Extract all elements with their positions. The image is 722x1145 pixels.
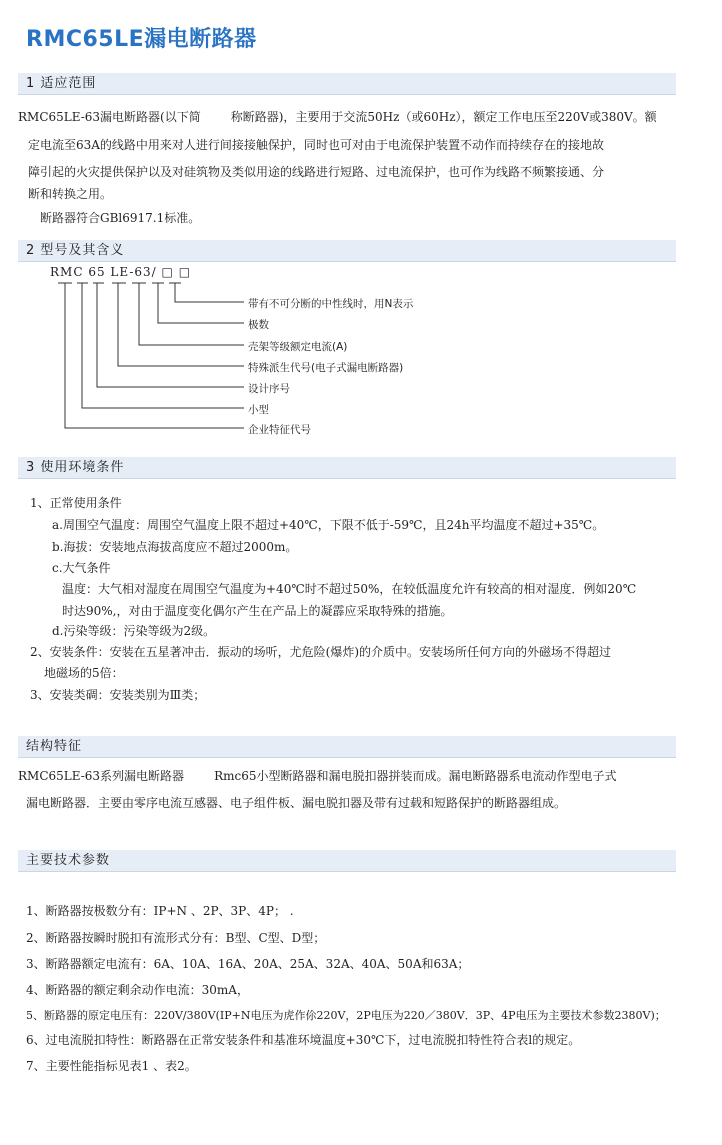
env-line-7: d.污染等级：污染等级为2级。: [52, 624, 216, 638]
param-item-3: 3、断路器额定电流有：6A、10A、16A、20A、25A、32A、40A、50A和63A；: [26, 957, 470, 971]
env-line-8: 2、安装条件：安装在五星著冲击．振动的场听，尤危险(爆炸)的介质中。安装场所任何方向的外磁场不得超过: [30, 645, 612, 659]
model-code: RMC 65 LE-63/ □ □: [50, 265, 192, 279]
legend-design-no: 设计序号: [248, 383, 290, 395]
scope-line-2: 定电流至63A的线路中用来对人进行间接接触保护，同时也可对由于电流保护装置不动作而持续存在的接地故: [28, 138, 604, 152]
section-header-model: 2 型号及其含义: [18, 240, 676, 262]
leader-poles: [158, 283, 244, 323]
scope-line-1a: RMC65LE-63漏电断路器(以下简: [18, 110, 201, 124]
env-line-4: c.大气条件: [52, 561, 111, 575]
scope-line-3: 障引起的火灾提供保护以及对硅筑物及类似用途的线路进行短路、过电流保护，也可作为线路不频繁接通、分: [28, 165, 605, 179]
legend-poles: 极数: [248, 319, 269, 331]
leader-special-code: [118, 283, 244, 366]
env-line-5: 温度：大气相对湿度在周围空气温度为+40℃时不超过50%，在较低温度允许有较高的相对湿度．例如20℃: [62, 582, 637, 596]
scope-line-4: 断和转换之用。: [28, 187, 113, 201]
scope-line-5: 断路器符合GBl6917.1标准。: [40, 211, 201, 225]
leader-neutral: [175, 283, 244, 302]
legend-frame-current: 壳架等级额定电流(A): [248, 341, 348, 353]
param-item-5: 5、断路器的原定电压有：220V/380V(IP+N电压为虎作伱220V，2P电压为220／380V．3P、4P电压为主要技术参数2380V)；: [26, 1009, 666, 1022]
legend-neutral: 带有不可分断的中性线时，用N表示: [248, 298, 414, 310]
param-item-7: 7、主要性能指标见表1 、表2。: [26, 1059, 197, 1073]
section-header-scope: 1 适应范围: [18, 73, 676, 95]
leader-enterprise: [65, 283, 244, 428]
section-header-params: 主要技术参数: [18, 850, 676, 872]
legend-special-code: 特殊派生代号(电子式漏电断路器): [248, 362, 404, 374]
section-header-structure: 结构特征: [18, 736, 676, 758]
env-line-6: 时达90%,，对由于温度变化偶尔产生在产品上的凝霹应采取特殊的措施。: [62, 604, 453, 618]
param-item-4: 4、断路器的额定剩余动作电流：30mA，: [26, 983, 249, 997]
env-line-10: 3、安装类碉：安装类别为Ⅲ类；: [30, 688, 206, 702]
legend-enterprise: 企业特征代号: [248, 424, 311, 436]
structure-line-1a: RMC65LE-63系列漏电断路器: [18, 769, 185, 783]
env-line-3: b.海拔：安装地点海拔高度应不超过2000m。: [52, 540, 298, 554]
model-code-diagram: [0, 0, 722, 450]
leader-design-no: [97, 283, 244, 387]
page-title: RMC65LE漏电断路器: [26, 27, 257, 52]
env-line-9: 地磁场的5倍：: [44, 666, 124, 680]
legend-small: 小型: [248, 404, 269, 416]
leader-frame-current: [139, 283, 244, 345]
env-line-2: a.周围空气温度：周围空气温度上限不超过+40℃，下限不低于-59℃，且24h平均温度不超过+35℃。: [52, 518, 605, 532]
structure-line-2: 漏电断路器．主要由零序电流互感器、电子组件板、漏电脱扣器及带有过载和短路保护的断路器组成。: [26, 796, 567, 810]
structure-line-1b: Rmc65小型断路器和漏电脱扣器拼装而成。漏电断路器系电流动作型电子式: [214, 769, 617, 783]
structure-line-1: [18, 765, 616, 788]
section-header-environment: 3 使用环境条件: [18, 457, 676, 479]
scope-line-1b: 称断路器)，主要用于交流50Hz（或60Hz），额定工作电压至220V或380V。额: [230, 110, 657, 124]
param-item-1: 1、断路器按极数分有：IP+N 、2P、3P、4P； .: [26, 904, 294, 918]
param-item-6: 6、过电流脱扣特性：断路器在正常安装条件和基准环境温度+30℃下，过电流脱扣特性符合表l的规定。: [26, 1033, 581, 1047]
param-item-2: 2、断路器按瞬时脱扣有流形式分有：B型、C型、D型；: [26, 931, 326, 945]
env-line-1: 1、正常使用条件: [30, 496, 122, 510]
